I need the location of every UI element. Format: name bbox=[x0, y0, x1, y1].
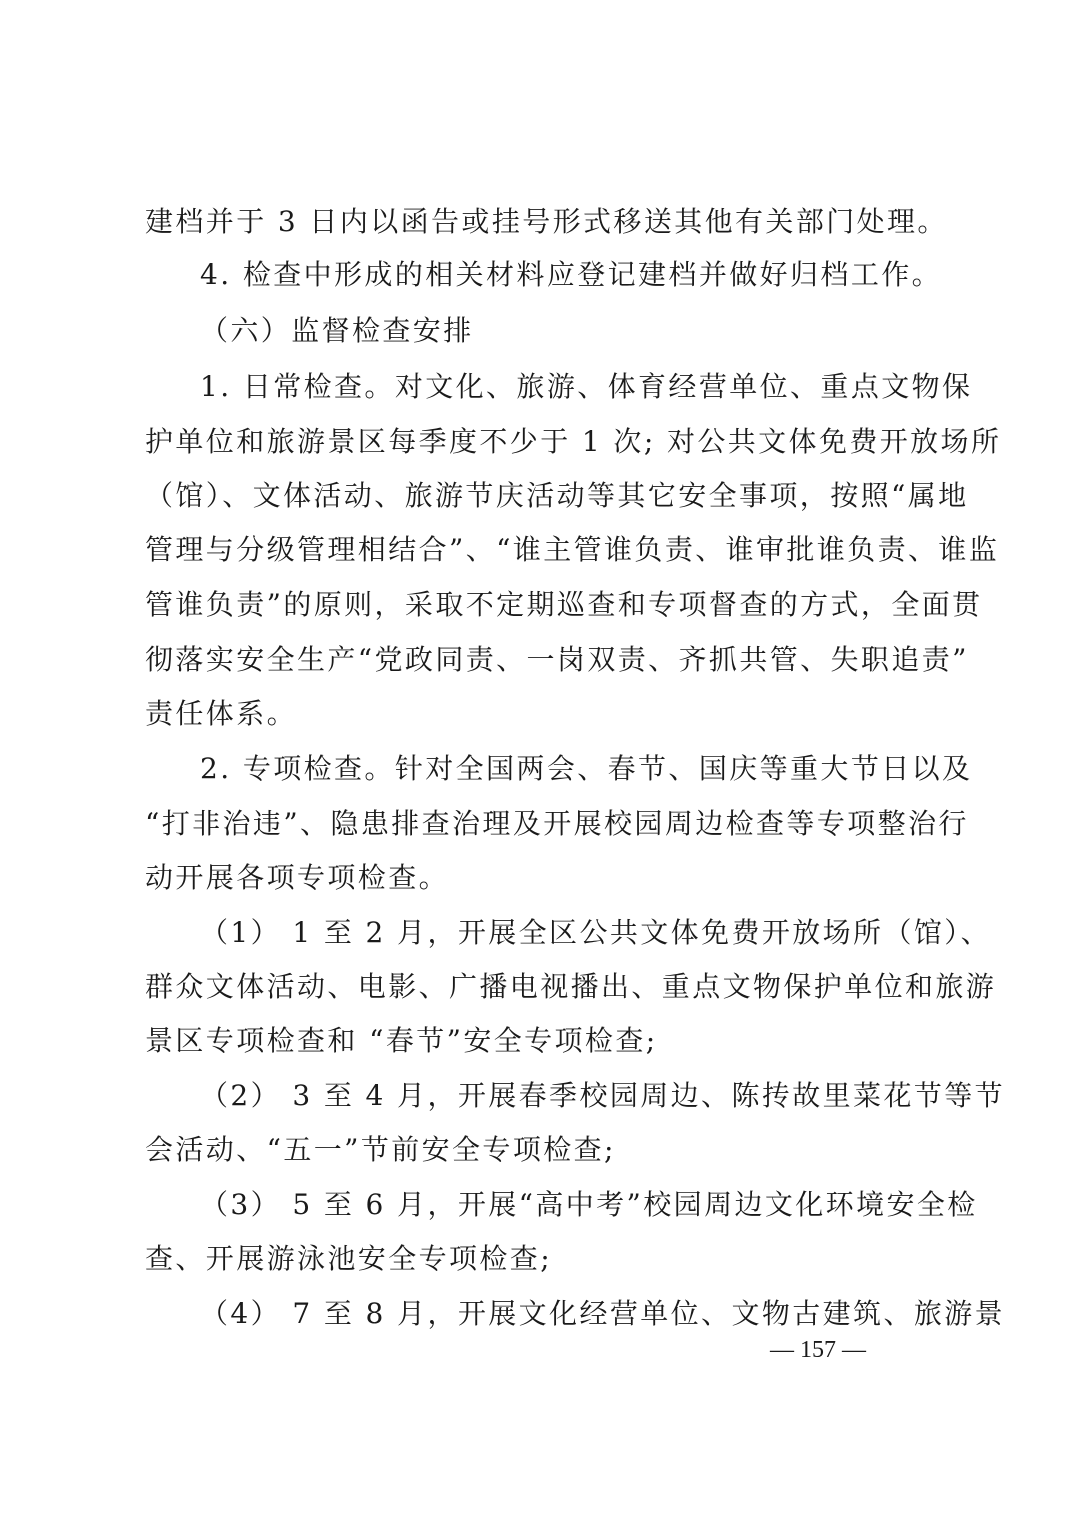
body-line-16: 景区专项检查和 “春节”安全专项检查; bbox=[145, 1024, 658, 1057]
body-line-7: 管理与分级管理相结合”、“谁主管谁负责、谁审批谁负责、谁监 bbox=[145, 533, 1000, 566]
body-line-13: 动开展各项专项检查。 bbox=[145, 861, 450, 894]
body-line-9: 彻落实安全生产“党政同责、一岗双责、齐抓共管、失职追责” bbox=[145, 643, 969, 676]
body-line-6: （馆）、文体活动、旅游节庆活动等其它安全事项，按照“属地 bbox=[145, 479, 969, 512]
body-line-19: （3） 5 至 6 月，开展“高中考”校园周边文化环境安全检 bbox=[200, 1188, 978, 1221]
body-line-21: （4） 7 至 8 月，开展文化经营单位、文物古建筑、旅游景 bbox=[200, 1297, 1006, 1330]
body-line-2: 4. 检查中形成的相关材料应登记建档并做好归档工作。 bbox=[200, 258, 943, 291]
body-line-5: 护单位和旅游景区每季度不少于 1 次; 对公共文体免费开放场所 bbox=[145, 425, 1002, 458]
body-line-1: 建档并于 3 日内以函告或挂号形式移送其他有关部门处理。 bbox=[145, 205, 948, 238]
body-line-4: 1. 日常检查。对文化、旅游、体育经营单位、重点文物保 bbox=[200, 370, 973, 403]
body-line-15: 群众文体活动、电影、广播电视播出、重点文物保护单位和旅游 bbox=[145, 970, 997, 1003]
body-line-14: （1） 1 至 2 月，开展全区公共文体免费开放场所（馆）、 bbox=[200, 916, 992, 949]
body-line-10: 责任体系。 bbox=[145, 697, 298, 730]
body-line-12: “打非治违”、隐患排查治理及开展校园周边检查等专项整治行 bbox=[145, 807, 969, 840]
body-line-20: 查、开展游泳池安全专项检查; bbox=[145, 1242, 553, 1275]
body-line-17: （2） 3 至 4 月，开展春季校园周边、陈抟故里菜花节等节 bbox=[200, 1079, 1006, 1112]
body-line-11: 2. 专项检查。针对全国两会、春节、国庆等重大节日以及 bbox=[200, 752, 973, 785]
section-heading: （六）监督检查安排 bbox=[200, 314, 474, 347]
body-line-8: 管谁负责”的原则，采取不定期巡查和专项督查的方式，全面贯 bbox=[145, 588, 983, 621]
body-line-18: 会活动、“五一”节前安全专项检查; bbox=[145, 1133, 616, 1166]
page-number: — 157 — bbox=[770, 1337, 866, 1363]
